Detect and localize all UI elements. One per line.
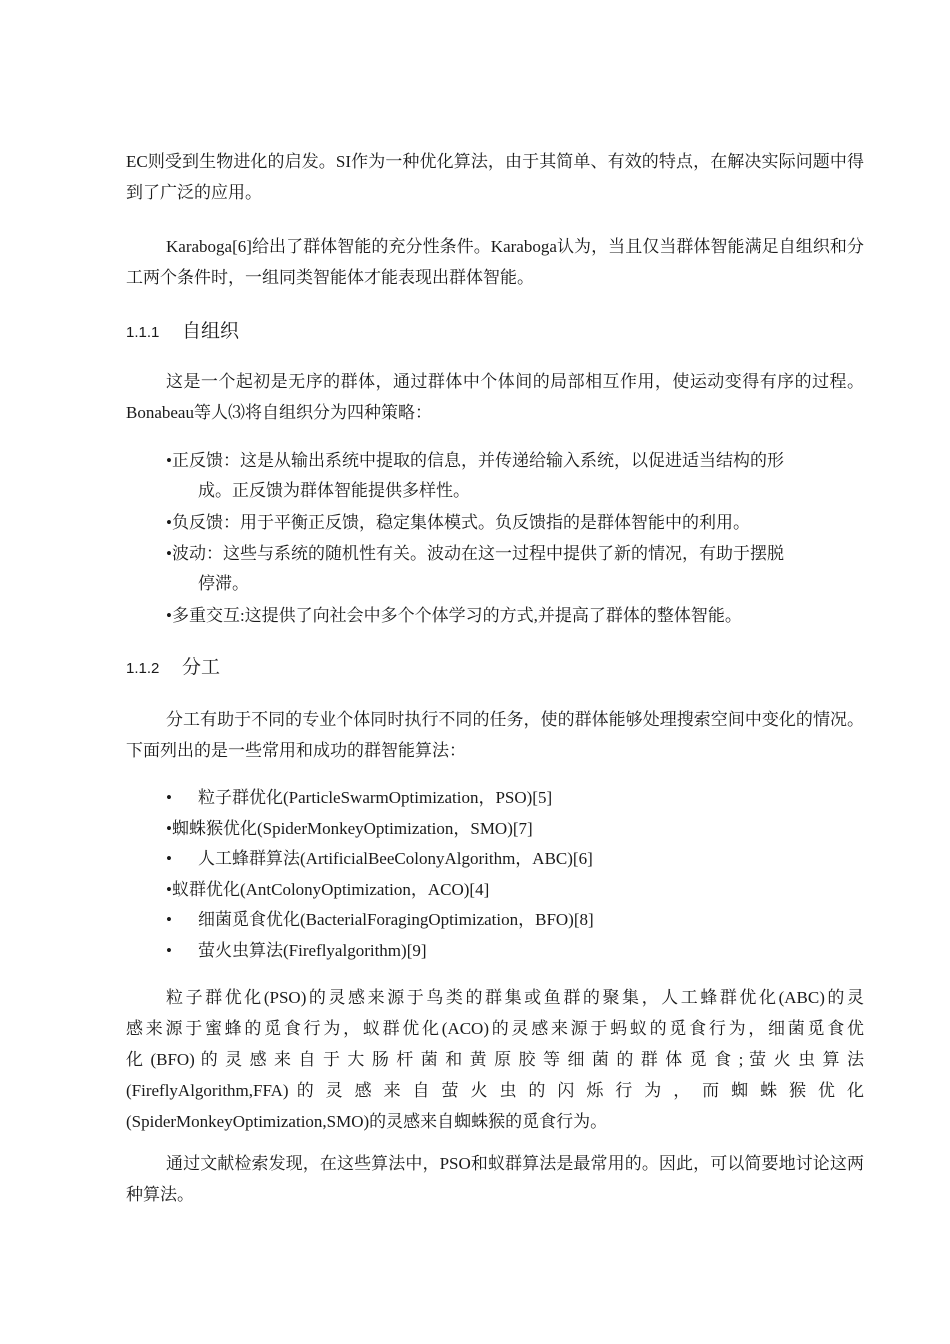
list-item: [166, 875, 489, 905]
paragraph-line: 化 (BFO) 的 灵 感 来 自 于 大 肠 杆 菌 和 黄 原 胶 等 细 菌 的 群 体 觅 食 ; 萤 火 虫 算 法: [126, 1050, 864, 1069]
list-item-negative-feedback: •负反馈：用于平衡正反馈，稳定集体模式。负反馈指的是群体智能中的利用。: [166, 513, 750, 532]
section-number: 1.1.1: [126, 324, 160, 341]
paragraph-line: (SpiderMonkeyOptimization,SMO)的灵感来自蜘蛛猴的觅食行为。: [126, 1112, 608, 1131]
section-number: 1.1.2: [126, 660, 160, 677]
paragraph-self-organization: 这是一个起初是无序的群体，通过群体中个体间的局部相互作用，使运动变得有序的过程。Bonabeau等人⑶将自组织分为四种策略：: [126, 372, 864, 422]
paragraph-line: (FireflyAlgorithm,FFA) 的 灵 感 来 自 萤 火 虫 的 闪 烁 行 为 ， 而 蜘 蛛 猴 优 化: [126, 1081, 864, 1100]
list-item-text: 细菌觅食优化(BacterialForagingOptimization，BFO)[8]: [198, 910, 594, 929]
list-item-line: 成。正反馈为群体智能提供多样性。: [198, 481, 470, 500]
list-item-line: •波动：这些与系统的随机性有关。波动在这一过程中提供了新的情况，有助于摆脱: [166, 544, 784, 563]
list-item: [166, 936, 427, 966]
list-item: [166, 844, 593, 874]
section-heading-self-organization: [126, 316, 239, 343]
list-item-multiple-interactions: •多重交互:这提供了向社会中多个个体学习的方式,并提高了群体的整体智能。: [166, 606, 742, 625]
section-title: 自组织: [182, 320, 240, 342]
paragraph-line: 粒子群优化(PSO)的灵感来源于鸟类的群集或鱼群的聚集，人工蜂群优化(ABC)的灵: [166, 988, 864, 1007]
list-item: [166, 783, 552, 813]
bullet-mark: •: [166, 910, 172, 929]
list-item-text: 粒子群优化(ParticleSwarmOptimization，PSO)[5]: [198, 788, 553, 807]
paragraph-conclusion: 通过文献检索发现，在这些算法中，PSO和蚁群算法是最常用的。因此，可以简要地讨论这两种算法。: [126, 1154, 864, 1204]
list-item: [166, 814, 533, 844]
paragraph-karaboga: Karaboga[6]给出了群体智能的充分性条件。Karaboga认为，当且仅当群体智能满足自组织和分工两个条件时，一组同类智能体才能表现出群体智能。: [126, 237, 864, 287]
bullet-mark: •: [166, 788, 172, 807]
list-item-text: •蚁群优化(AntColonyOptimization，ACO)[4]: [166, 880, 490, 899]
list-item-text: 萤火虫算法(Fireflyalgorithm)[9]: [198, 941, 427, 960]
list-item-line: •正反馈：这是从输出系统中提取的信息，并传递给输入系统，以促进适当结构的形: [166, 451, 784, 470]
bullet-mark: •: [166, 941, 172, 960]
list-item-text: •蜘蛛猴优化(SpiderMonkeyOptimization，SMO)[7]: [166, 819, 533, 838]
list-item-fluctuation: [166, 539, 864, 599]
list-item-line: 停滞。: [198, 574, 249, 593]
list-item: [166, 905, 594, 935]
paragraph-line: 感来源于蜜蜂的觅食行为，蚁群优化(ACO)的灵感来源于蚂蚁的觅食行为，细菌觅食优: [126, 1019, 864, 1038]
paragraph-division-of-labor: 分工有助于不同的专业个体同时执行不同的任务，使的群体能够处理搜索空间中变化的情况。下面列出的是一些常用和成功的群智能算法：: [126, 710, 864, 760]
list-item-text: 人工蜂群算法(ArtificialBeeColonyAlgorithm，ABC)[6]: [198, 849, 593, 868]
list-item-positive-feedback: [166, 446, 864, 506]
section-title: 分工: [182, 656, 221, 678]
paragraph-inspirations: [126, 982, 864, 1137]
bullet-mark: •: [166, 849, 172, 868]
section-heading-division-of-labor: [126, 652, 220, 679]
paragraph-intro-continued: EC则受到生物进化的启发。SI作为一种优化算法，由于其简单、有效的特点，在解决实际问题中得到了广泛的应用。: [126, 152, 864, 202]
